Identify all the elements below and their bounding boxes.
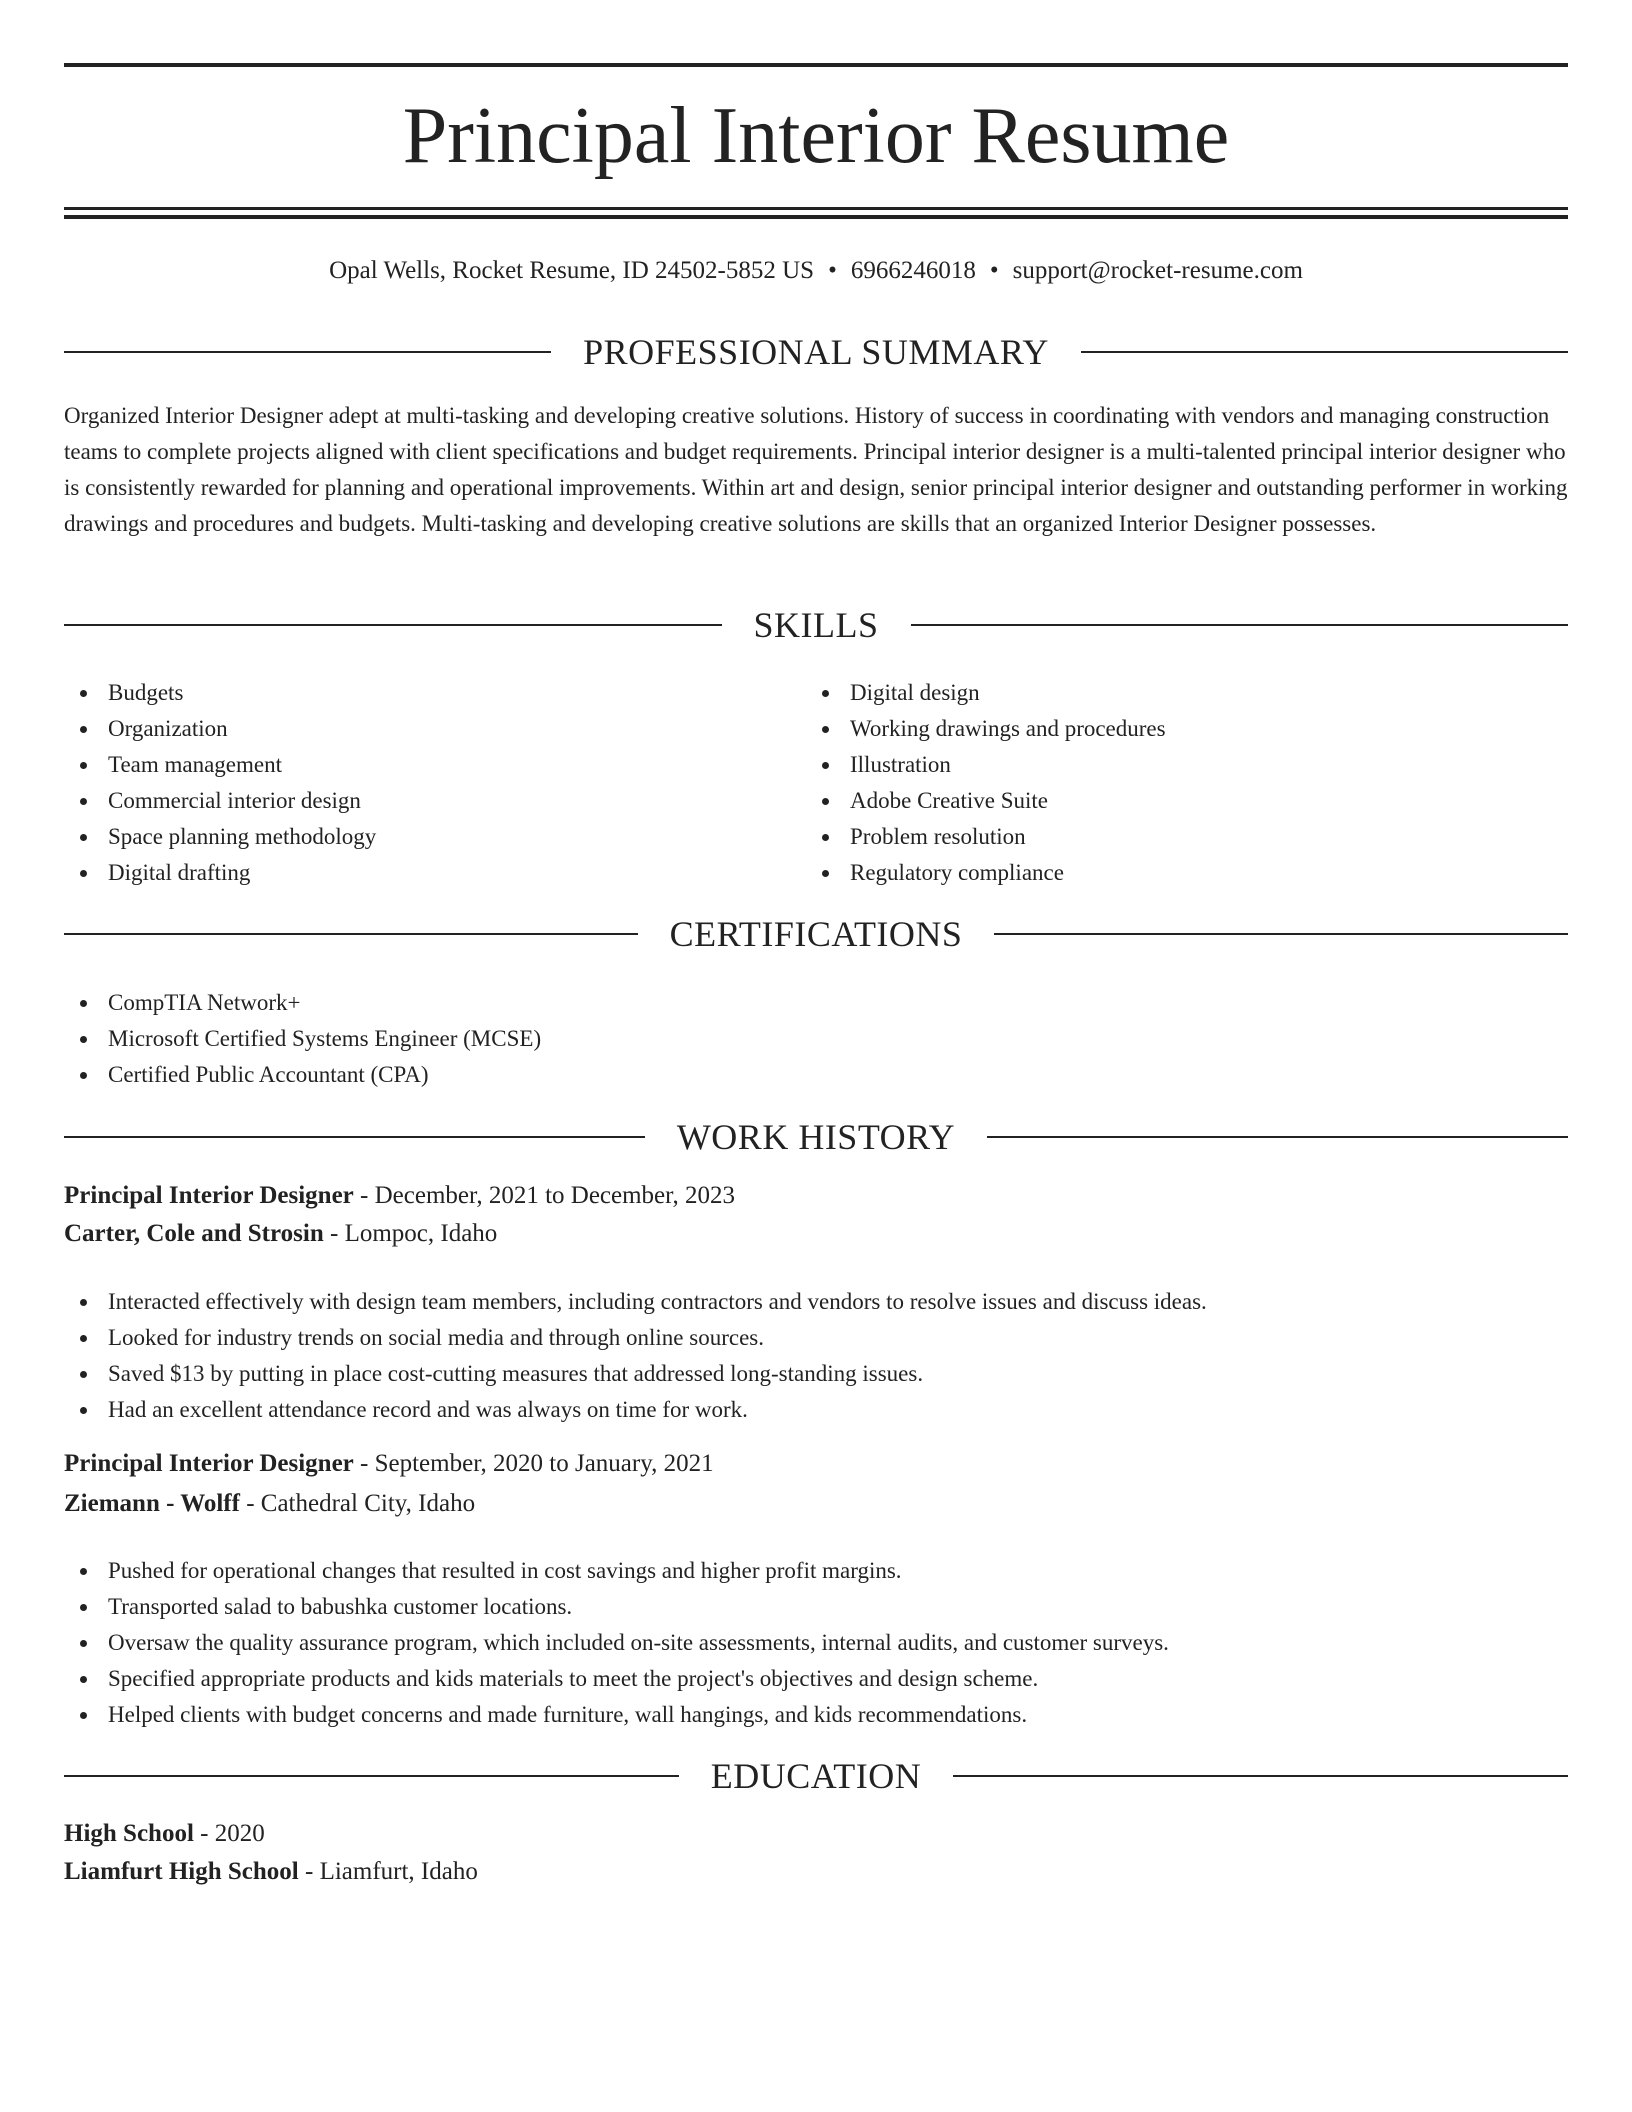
skill-item: Organization (64, 711, 764, 747)
skill-item: Illustration (806, 747, 1506, 783)
skill-item: Digital drafting (64, 855, 764, 891)
job-location: Cathedral City, Idaho (260, 1490, 476, 1517)
dash: - (323, 1220, 345, 1247)
contact-separator: • (989, 257, 999, 284)
skills-list-right (806, 675, 1506, 891)
certifications-heading (64, 912, 1568, 956)
skill-item: Regulatory compliance (806, 855, 1506, 891)
job-bullet: Interacted effectively with design team members, including contractors and vendors to resolve issues and discuss ideas. (64, 1284, 1504, 1320)
contact-phone: 6966246018 (850, 257, 976, 284)
summary-heading-label: PROFESSIONAL SUMMARY (583, 332, 1049, 372)
certifications-heading-label: CERTIFICATIONS (669, 914, 963, 954)
job-bullet: Specified appropriate products and kids materials to meet the project's objectives and design scheme. (64, 1661, 1504, 1697)
heading-rule-right (911, 624, 1569, 626)
dash: - (353, 1450, 375, 1477)
heading-rule-left (64, 1775, 679, 1777)
education-year: 2020 (214, 1820, 265, 1847)
skill-item: Working drawings and procedures (806, 711, 1506, 747)
job-dates: December, 2021 to December, 2023 (374, 1182, 735, 1209)
job-title-line (64, 1178, 735, 1214)
job-bullet: Helped clients with budget concerns and made furniture, wall hangings, and kids recommendations. (64, 1697, 1504, 1733)
work-history-heading (64, 1115, 1568, 1159)
heading-rule-right (953, 1775, 1568, 1777)
certification-item: Certified Public Accountant (CPA) (64, 1057, 1464, 1093)
education-location: Liamfurt, Idaho (319, 1858, 478, 1885)
heading-rule-left (64, 1136, 645, 1138)
work-history-heading-label: WORK HISTORY (676, 1117, 956, 1157)
heading-rule-right (1081, 351, 1568, 353)
heading-rule-left (64, 933, 638, 935)
skill-item: Digital design (806, 675, 1506, 711)
education-heading-label: EDUCATION (710, 1756, 922, 1796)
skills-heading-label: SKILLS (753, 605, 879, 645)
job-bullets (64, 1553, 1504, 1733)
job-dates: September, 2020 to January, 2021 (374, 1450, 714, 1477)
heading-rule-right (994, 933, 1568, 935)
education-degree-line (64, 1816, 265, 1852)
certification-item: CompTIA Network+ (64, 985, 1464, 1021)
certification-item: Microsoft Certified Systems Engineer (MCSE) (64, 1021, 1464, 1057)
skill-item: Budgets (64, 675, 764, 711)
education-heading (64, 1754, 1568, 1798)
job-company-line (64, 1486, 475, 1522)
contact-line (64, 256, 1568, 286)
contact-separator: • (828, 257, 837, 284)
skill-item: Problem resolution (806, 819, 1506, 855)
summary-heading (64, 330, 1568, 374)
dash: - (353, 1182, 375, 1209)
job-bullet: Saved $13 by putting in place cost-cutting measures that addressed long-standing issues. (64, 1356, 1504, 1392)
job-company: Ziemann - Wolff (64, 1490, 240, 1517)
resume-title: Principal Interior Resume (402, 92, 1230, 180)
top-rule (64, 63, 1568, 67)
dash: - (298, 1858, 320, 1885)
job-bullets (64, 1284, 1504, 1428)
skill-item: Commercial interior design (64, 783, 764, 819)
job-bullet: Pushed for operational changes that resulted in cost savings and higher profit margins. (64, 1553, 1504, 1589)
education-school: Liamfurt High School (64, 1858, 299, 1885)
dash: - (193, 1820, 215, 1847)
summary-text: Organized Interior Designer adept at multi-tasking and developing creative solutions. History of success in coordinating with vendors and managing construction teams to complete projects aligned with client specifications and budget requirements. Principal interior designer is a multi-talented principal interior designer who is consistently rewarded for planning and operational improvements. Within art and design, senior principal interior designer and outstanding performer in working drawings and procedures and budgets. Multi-tasking and developing creative solutions are skills that an organized Interior Designer possesses. (64, 403, 1568, 536)
job-company-line (64, 1216, 497, 1252)
dash: - (239, 1490, 261, 1517)
skill-item: Team management (64, 747, 764, 783)
job-bullet: Oversaw the quality assurance program, which included on-site assessments, internal audits, and customer surveys. (64, 1625, 1504, 1661)
education-degree: High School (64, 1820, 194, 1847)
job-bullet: Looked for industry trends on social media and through online sources. (64, 1320, 1504, 1356)
skills-list-left (64, 675, 764, 891)
heading-rule-right (987, 1136, 1568, 1138)
contact-address: Opal Wells, Rocket Resume, ID 24502-5852 US (329, 257, 815, 284)
skill-item: Space planning methodology (64, 819, 764, 855)
job-company: Carter, Cole and Strosin (64, 1220, 324, 1247)
job-bullet: Had an excellent attendance record and was always on time for work. (64, 1392, 1504, 1428)
contact-email: support@rocket-resume.com (1012, 257, 1303, 284)
certifications-list (64, 985, 1464, 1093)
title-double-rule (64, 207, 1568, 219)
skill-item: Adobe Creative Suite (806, 783, 1506, 819)
heading-rule-left (64, 351, 551, 353)
job-title: Principal Interior Designer (64, 1450, 354, 1477)
skills-heading (64, 603, 1568, 647)
heading-rule-left (64, 624, 722, 626)
job-bullet: Transported salad to babushka customer locations. (64, 1589, 1504, 1625)
job-title-line (64, 1446, 714, 1482)
job-location: Lompoc, Idaho (344, 1220, 498, 1247)
job-title: Principal Interior Designer (64, 1182, 354, 1209)
education-school-line (64, 1854, 478, 1890)
